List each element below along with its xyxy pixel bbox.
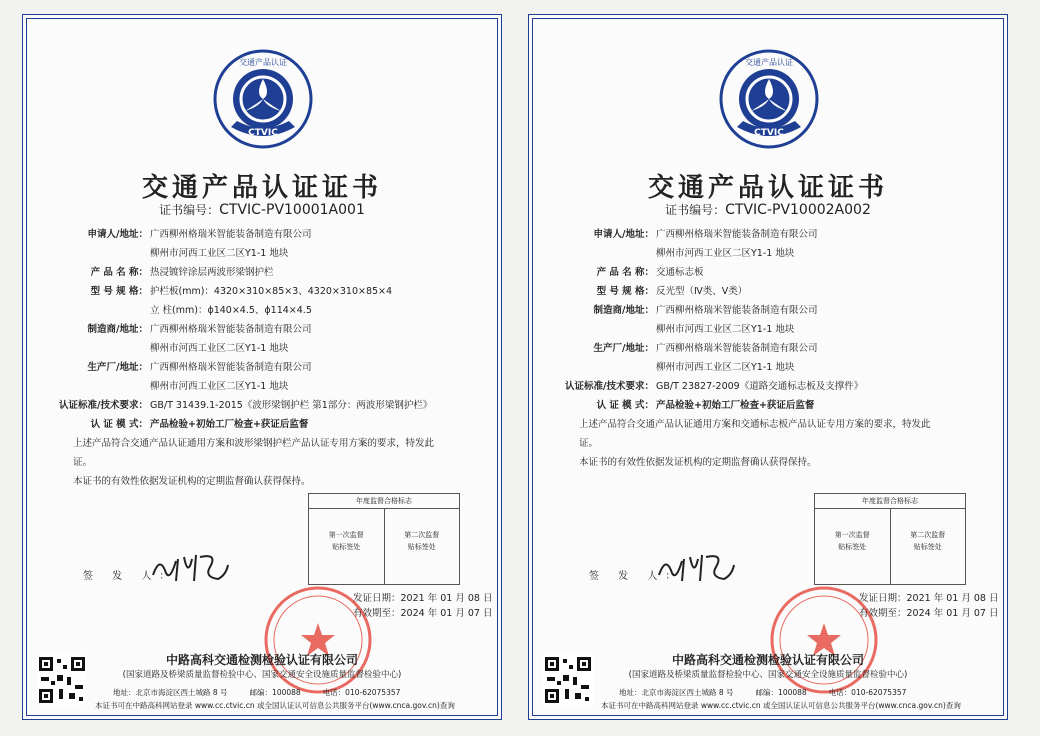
field-row: [43, 301, 481, 320]
svg-text:CTVIC: CTVIC: [754, 128, 784, 138]
field-label: [43, 377, 148, 396]
field-label: [43, 339, 148, 358]
field-label: [43, 301, 148, 320]
online-query-note: 本证书可在中路高科网站登录 www.cc.ctvic.cn 或全国认证认可信息公共服务平台(www.cnca.gov.cn)查询: [95, 701, 455, 710]
issuer-subtitle: (国家道路及桥梁质量监督检验中心、国家交通安全设施质量监督检验中心): [122, 670, 402, 680]
conformity-statement-end: 证。: [73, 457, 93, 468]
svg-text:CTVIC: CTVIC: [248, 128, 278, 138]
field-label: 产 品 名 称：: [90, 267, 148, 278]
field-value: GB/T 31439.1-2015《波形梁钢护栏 第1部分：两波形梁钢护栏》: [150, 400, 433, 411]
field-label: 制造商/地址：: [87, 324, 148, 335]
svg-text:交通产品认证: 交通产品认证: [239, 58, 287, 67]
field-row: [549, 301, 987, 320]
field-label: 型 号 规 格：: [90, 286, 148, 297]
online-query-note: 本证书可在中路高科网站登录 www.cc.ctvic.cn 或全国认证认可信息公共服务平台(www.cnca.gov.cn)查询: [601, 701, 961, 710]
field-value: 广西柳州格瑞米智能装备制造有限公司: [656, 343, 818, 354]
certificate-fields: [43, 225, 481, 491]
field-value: 柳州市河西工业区二区Y1-1 地块: [150, 248, 289, 259]
field-row: [43, 415, 481, 434]
field-value: 柳州市河西工业区二区Y1-1 地块: [656, 248, 795, 259]
certificate-pv10002: [528, 14, 1008, 720]
signer-label: 签 发 人：: [589, 571, 684, 582]
field-row: [549, 282, 987, 301]
field-value: 广西柳州格瑞米智能装备制造有限公司: [656, 305, 818, 316]
field-label: 认 证 模 式：: [596, 400, 654, 411]
validity-note: 本证书的有效性依据发证机构的定期监督确认获得保持。: [579, 457, 817, 468]
field-label: 生产厂/地址：: [87, 362, 148, 373]
svg-text:交通产品认证: 交通产品认证: [745, 58, 793, 67]
field-value: 柳州市河西工业区二区Y1-1 地块: [656, 362, 795, 373]
field-value: 反光型（Ⅳ类、Ⅴ类）: [656, 286, 748, 297]
field-value: 产品检验+初始工厂检查+获证后监督: [656, 400, 815, 411]
field-row: [43, 320, 481, 339]
field-value: 广西柳州格瑞米智能装备制造有限公司: [150, 362, 312, 373]
certificate-dates: 发证日期：2021 年 01 月 08 日 有效期至：2024 年 01 月 07 日: [353, 593, 493, 619]
field-row: [549, 339, 987, 358]
field-value: 产品检验+初始工厂检查+获证后监督: [150, 419, 309, 430]
certificate-number: 证书编号：CTVIC-PV10002A002: [665, 202, 871, 218]
field-value: 护栏板(mm)：4320×310×85×3、4320×310×85×4: [150, 286, 393, 297]
issuer-contact: 地址：北京市海淀区西土城路 8 号 邮编：100088 电话：010-62075357: [619, 688, 907, 697]
validity-note: 本证书的有效性依据发证机构的定期监督确认获得保持。: [73, 476, 311, 487]
signature-icon: [148, 547, 238, 587]
field-row: [549, 244, 987, 263]
field-label: 生产厂/地址：: [593, 343, 654, 354]
field-row: [43, 263, 481, 282]
field-row: [43, 396, 481, 415]
certificate-number: 证书编号：CTVIC-PV10001A001: [159, 202, 365, 218]
signer-label: 签 发 人：: [83, 571, 178, 582]
field-value: 柳州市河西工业区二区Y1-1 地块: [150, 381, 289, 392]
annual-supervision-box: 年度监督合格标志 第一次监督 贴标签处 第二次监督 贴标签处: [814, 493, 966, 585]
certificate-title: 交通产品认证证书: [141, 173, 382, 203]
field-value: 广西柳州格瑞米智能装备制造有限公司: [150, 324, 312, 335]
conformity-statement: 上述产品符合交通产品认证通用方案和交通标志板产品认证专用方案的要求，特发此: [579, 419, 931, 430]
certificate-dates: 发证日期：2021 年 01 月 08 日 有效期至：2024 年 01 月 07 日: [859, 593, 999, 619]
field-label: [43, 244, 148, 263]
field-row: [43, 282, 481, 301]
signature-icon: [654, 547, 744, 587]
field-row: [549, 225, 987, 244]
field-value: 广西柳州格瑞米智能装备制造有限公司: [150, 229, 312, 240]
field-row: [43, 358, 481, 377]
field-value: 柳州市河西工业区二区Y1-1 地块: [150, 343, 289, 354]
issuer-name: 中路高科交通检测检验认证有限公司: [165, 653, 358, 667]
field-label: 认证标准/技术要求：: [565, 381, 654, 392]
field-row: [43, 339, 481, 358]
field-label: 型 号 规 格：: [596, 286, 654, 297]
annual-supervision-box: 年度监督合格标志 第一次监督 贴标签处 第二次监督 贴标签处: [308, 493, 460, 585]
ctvic-logo: [213, 49, 313, 149]
field-row: [549, 358, 987, 377]
field-row: [549, 320, 987, 339]
issuer-name: 中路高科交通检测检验认证有限公司: [671, 653, 864, 667]
field-row: [549, 396, 987, 415]
field-row: [549, 377, 987, 396]
field-row: [43, 244, 481, 263]
conformity-statement-end: 证。: [579, 438, 599, 449]
field-value: 柳州市河西工业区二区Y1-1 地块: [656, 324, 795, 335]
field-value: 立 柱(mm)：ϕ140×4.5、ϕ114×4.5: [150, 305, 312, 316]
field-row: [43, 377, 481, 396]
field-label: [549, 358, 654, 377]
field-value: 热浸镀锌涂层两波形梁钢护栏: [150, 267, 274, 278]
field-label: [549, 320, 654, 339]
certificate-fields: [549, 225, 987, 472]
field-label: 制造商/地址：: [593, 305, 654, 316]
field-label: 产 品 名 称：: [596, 267, 654, 278]
field-label: 认 证 模 式：: [90, 419, 148, 430]
field-row: [549, 263, 987, 282]
ctvic-logo: [719, 49, 819, 149]
field-value: 交通标志板: [656, 267, 704, 278]
field-value: GB/T 23827-2009《道路交通标志板及支撑件》: [656, 381, 864, 392]
field-value: 广西柳州格瑞米智能装备制造有限公司: [656, 229, 818, 240]
field-label: 申请人/地址：: [593, 229, 654, 240]
certificate-pv10001: [22, 14, 502, 720]
conformity-statement: 上述产品符合交通产品认证通用方案和波形梁钢护栏产品认证专用方案的要求，特发此: [73, 438, 435, 449]
issuer-subtitle: (国家道路及桥梁质量监督检验中心、国家交通安全设施质量监督检验中心): [628, 670, 908, 680]
field-row: [43, 225, 481, 244]
field-label: 认证标准/技术要求：: [59, 400, 148, 411]
issuer-contact: 地址：北京市海淀区西土城路 8 号 邮编：100088 电话：010-62075357: [113, 688, 401, 697]
field-label: 申请人/地址：: [87, 229, 148, 240]
field-label: [549, 244, 654, 263]
certificate-title: 交通产品认证证书: [647, 173, 888, 203]
